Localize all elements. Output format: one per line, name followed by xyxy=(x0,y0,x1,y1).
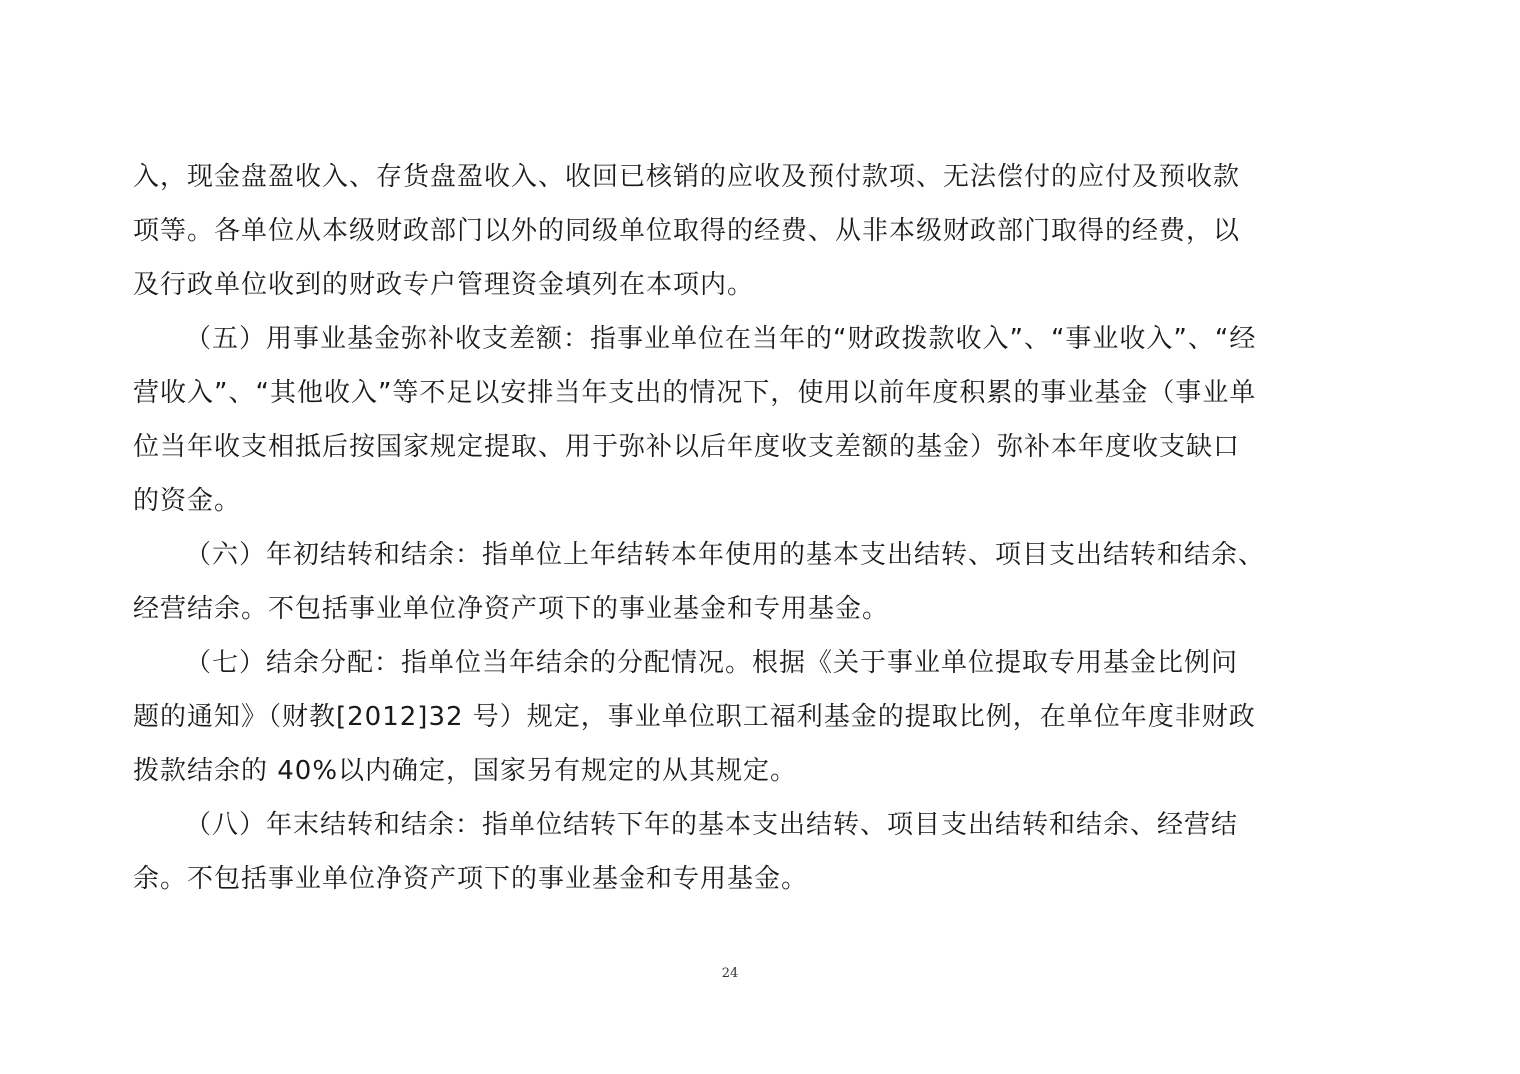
paragraph-line: 的资金。 xyxy=(133,486,242,516)
page-number: 24 xyxy=(721,966,739,981)
paragraph-line: 营收入”、“其他收入”等不足以安排当年支出的情况下，使用以前年度积累的事业基金（事业单 xyxy=(133,378,1257,408)
paragraph-line: （八）年末结转和结余：指单位结转下年的基本支出结转、项目支出结转和结余、经营结 xyxy=(185,810,1239,840)
paragraph-line: 题的通知》（财教[2012]32 号）规定，事业单位职工福利基金的提取比例，在单位年度非财政 xyxy=(133,702,1256,732)
paragraph-line: 余。不包括事业单位净资产项下的事业基金和专用基金。 xyxy=(133,864,809,894)
paragraph-line: （七）结余分配：指单位当年结余的分配情况。根据《关于事业单位提取专用基金比例问 xyxy=(185,648,1239,678)
paragraph-line: 入，现金盘盈收入、存货盘盈收入、收回已核销的应收及预付款项、无法偿付的应付及预收款 xyxy=(133,162,1241,192)
paragraph-line: 项等。各单位从本级财政部门以外的同级单位取得的经费、从非本级财政部门取得的经费，以 xyxy=(133,216,1241,246)
paragraph-line: 及行政单位收到的财政专户管理资金填列在本项内。 xyxy=(133,270,755,300)
paragraph-line: 拨款结余的 40%以内确定，国家另有规定的从其规定。 xyxy=(133,756,798,786)
paragraph-line: （五）用事业基金弥补收支差额：指事业单位在当年的“财政拨款收入”、“事业收入”、“经 xyxy=(185,324,1257,354)
paragraph-line: 经营结余。不包括事业单位净资产项下的事业基金和专用基金。 xyxy=(133,594,890,624)
paragraph-line: 位当年收支相抵后按国家规定提取、用于弥补以后年度收支差额的基金）弥补本年度收支缺口 xyxy=(133,432,1241,462)
paragraph-line: （六）年初结转和结余：指单位上年结转本年使用的基本支出结转、项目支出结转和结余、 xyxy=(185,540,1266,570)
